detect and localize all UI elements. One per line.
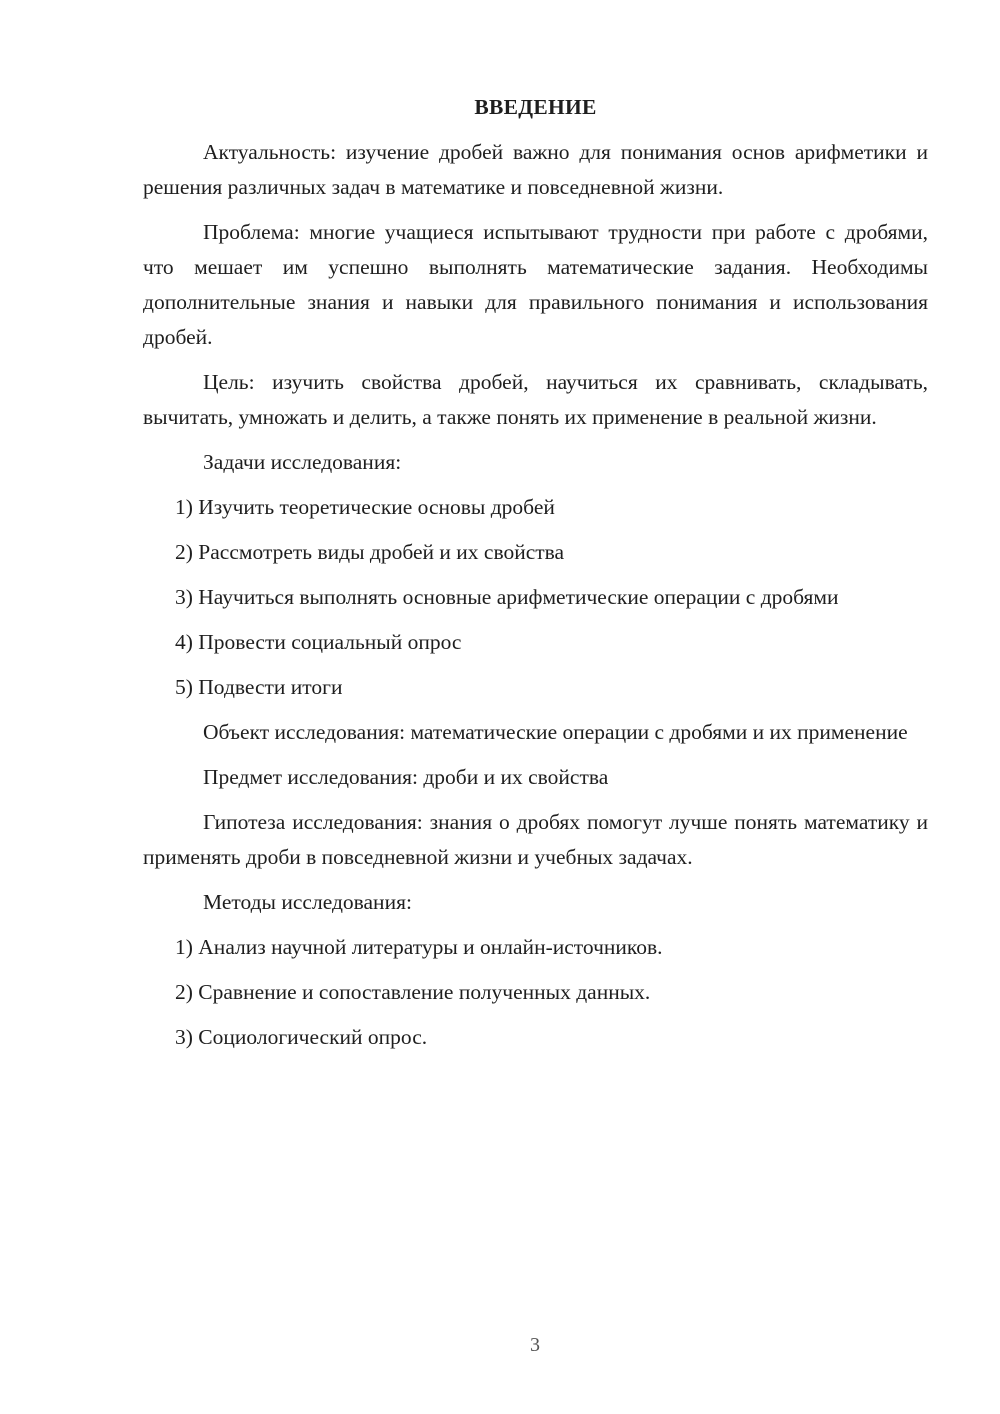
goal-paragraph: Цель: изучить свойства дробей, научиться их сравнивать, складывать, вычитать, умножать и делить, а также понять их применение в реальной жизни. [143, 370, 928, 429]
task-item-3: 3) Научиться выполнять основные арифметические операции с дробями [175, 585, 839, 609]
task-item-1: 1) Изучить теоретические основы дробей [175, 495, 555, 519]
task-item-5: 5) Подвести итоги [175, 675, 343, 699]
relevance-paragraph: Актуальность: изучение дробей важно для понимания основ арифметики и решения различных задач в математике и повседневной жизни. [143, 140, 928, 199]
method-item-1: 1) Анализ научной литературы и онлайн-источников. [175, 935, 663, 959]
hypothesis-paragraph: Гипотеза исследования: знания о дробях помогут лучше понять математику и применять дроби в повседневной жизни и учебных задачах. [143, 810, 928, 869]
subject-paragraph: Предмет исследования: дроби и их свойства [203, 765, 609, 789]
document-page [143, 90, 928, 1065]
methods-heading: Методы исследования: [203, 890, 412, 914]
method-item-3: 3) Социологический опрос. [175, 1025, 428, 1049]
task-item-4: 4) Провести социальный опрос [175, 630, 462, 654]
task-item-2: 2) Рассмотреть виды дробей и их свойства [175, 540, 565, 564]
problem-paragraph: Проблема: многие учащиеся испытывают трудности при работе с дробями, что мешает им успешно выполнять математические задания. Необходимы дополнительные знания и навыки для правильного понимания и использования дробей. [143, 220, 928, 349]
page-number: 3 [530, 1334, 540, 1356]
section-title: ВВЕДЕНИЕ [474, 95, 597, 119]
tasks-heading: Задачи исследования: [203, 450, 402, 474]
object-paragraph: Объект исследования: математические операции с дробями и их применение [203, 720, 908, 744]
method-item-2: 2) Сравнение и сопоставление полученных данных. [175, 980, 651, 1004]
